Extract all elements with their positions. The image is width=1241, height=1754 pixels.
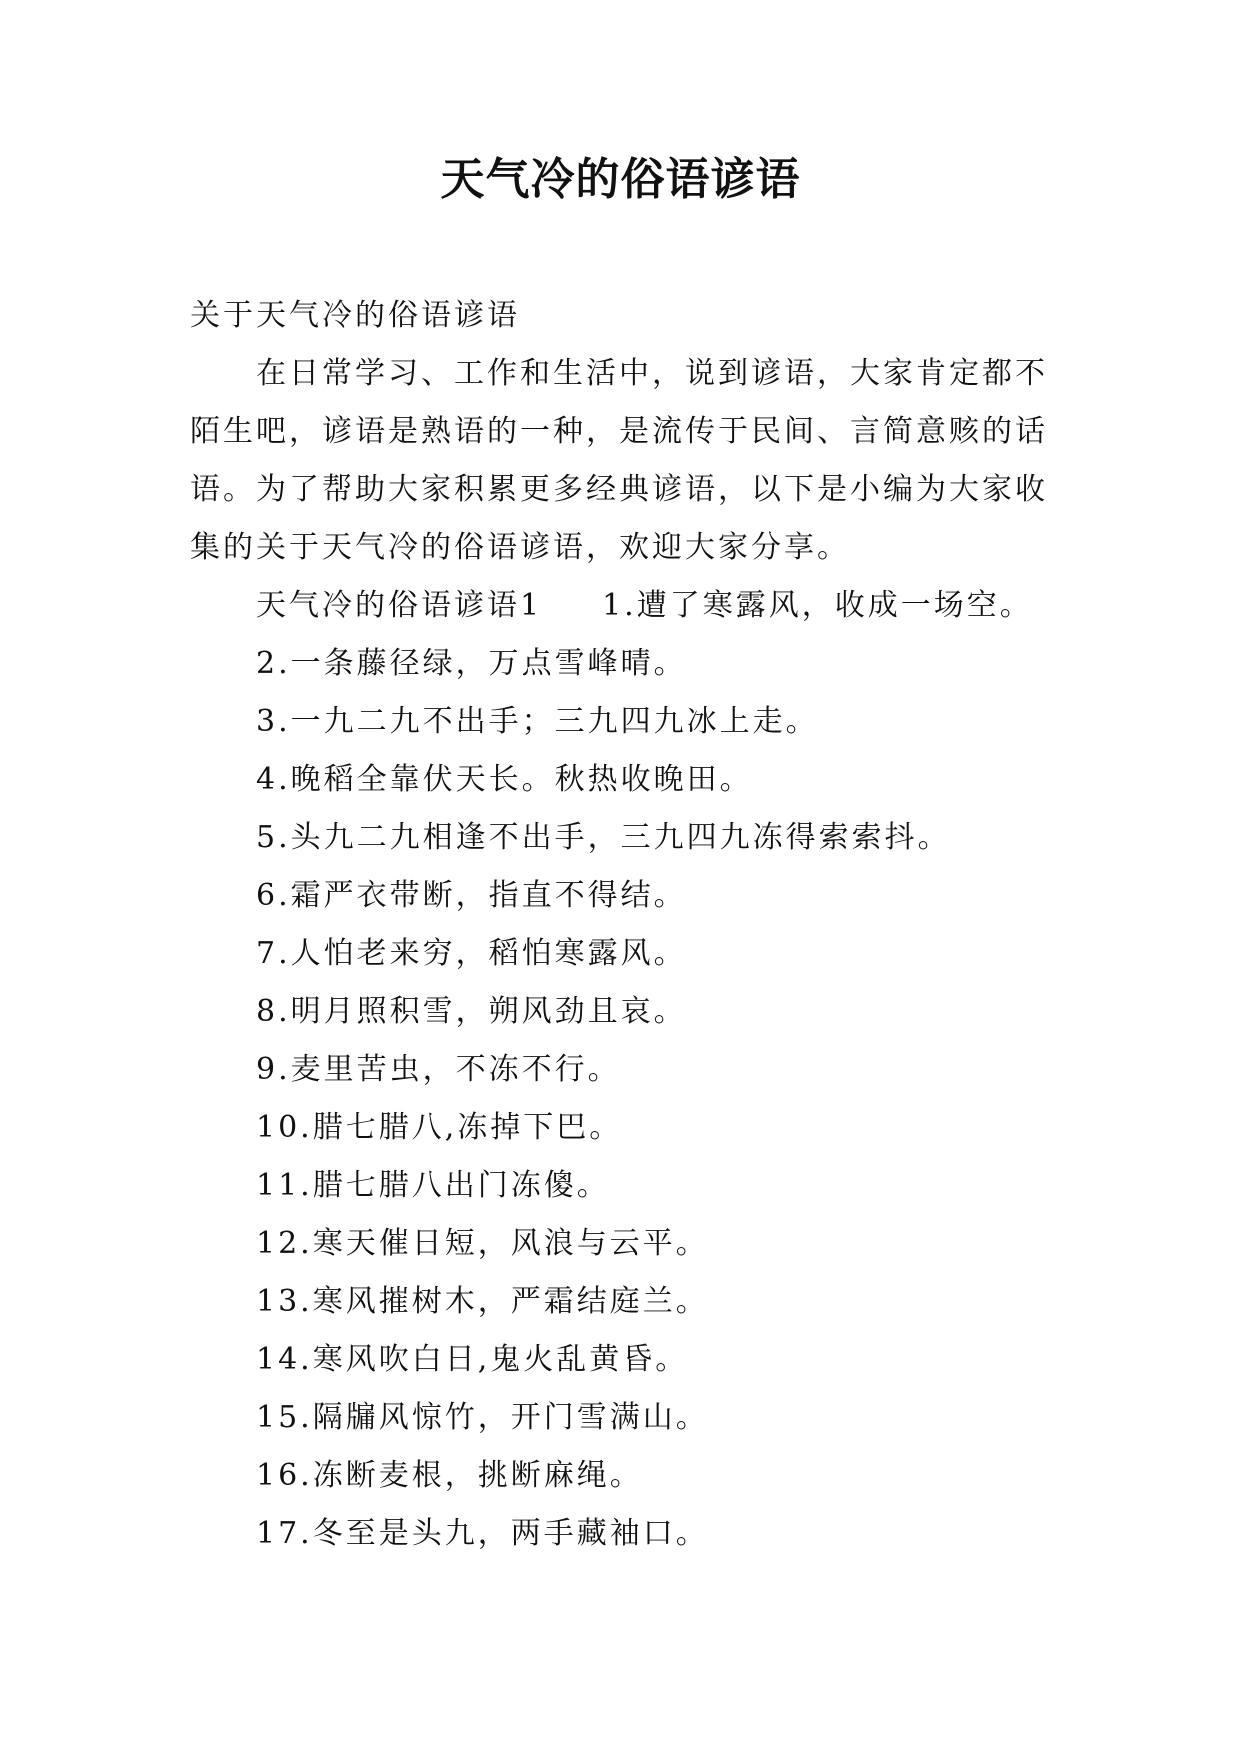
- proverb-item: 7.人怕老来穷，稻怕寒露风。: [256, 936, 687, 971]
- intro-line: 语。为了帮助大家积累更多经典谚语，以下是小编为大家收: [190, 472, 1048, 507]
- proverb-item: 13.寒风摧树木，严霜结庭兰。: [256, 1284, 709, 1319]
- intro-line: 陌生吧，谚语是熟语的一种，是流传于民间、言简意赅的话: [190, 414, 1048, 449]
- proverb-item: 12.寒天催日短，风浪与云平。: [256, 1226, 709, 1261]
- proverb-item: 5.头九二九相逢不出手，三九四九冻得索索抖。: [256, 820, 951, 855]
- proverb-item: 1.遭了寒露风，收成一场空。: [602, 588, 1033, 623]
- proverb-item: 16.冻断麦根，挑断麻绳。: [256, 1458, 643, 1493]
- proverb-item: 3.一九二九不出手；三九四九冰上走。: [256, 704, 819, 739]
- intro-line: 集的关于天气冷的俗语谚语，欢迎大家分享。: [190, 530, 850, 565]
- proverb-item: 10.腊七腊八,冻掉下巴。: [256, 1110, 623, 1145]
- section-line: [190, 577, 1060, 635]
- proverb-item: 17.冬至是头九，两手藏袖口。: [256, 1516, 709, 1551]
- proverb-item: 4.晚稻全靠伏天长。秋热收晚田。: [256, 762, 753, 797]
- page-title: 天气冷的俗语谚语: [440, 154, 801, 205]
- proverb-item: 15.隔牖风惊竹，开门雪满山。: [256, 1400, 709, 1435]
- proverb-item: 8.明月照积雪，朔风劲且哀。: [256, 994, 687, 1029]
- intro-line: 在日常学习、工作和生活中，说到谚语，大家肯定都不: [256, 356, 1048, 391]
- proverb-item: 2.一条藤径绿，万点雪峰晴。: [256, 646, 687, 681]
- document-body: [190, 287, 1060, 1563]
- proverb-item: 6.霜严衣带断，指直不得结。: [256, 878, 687, 913]
- proverb-item: 9.麦里苦虫，不冻不行。: [256, 1052, 621, 1087]
- subtitle: 关于天气冷的俗语谚语: [190, 298, 520, 333]
- proverb-item: 11.腊七腊八出门冻傻。: [256, 1168, 610, 1203]
- proverb-item: 14.寒风吹白日,鬼火乱黄昏。: [256, 1342, 689, 1377]
- section-heading: 天气冷的俗语谚语1: [256, 588, 543, 623]
